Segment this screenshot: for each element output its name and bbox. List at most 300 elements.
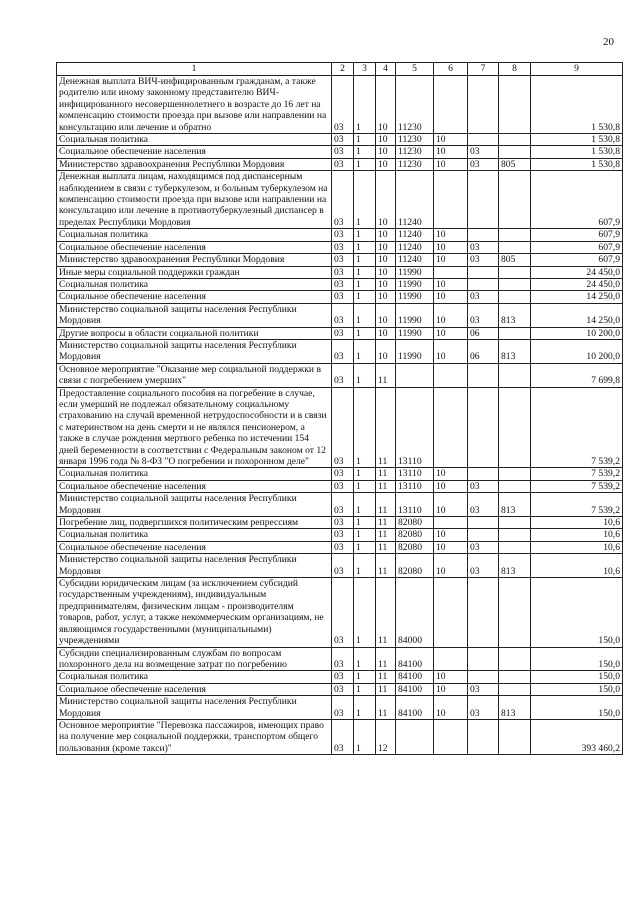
- code-cell: [499, 647, 531, 671]
- code-cell: 03: [332, 229, 354, 241]
- code-cell: 10: [376, 278, 396, 290]
- column-header: 2: [332, 63, 354, 76]
- item-name-cell: Социальное обеспечение населения: [57, 146, 332, 158]
- amount-cell: 10,6: [531, 554, 623, 578]
- code-cell: [499, 76, 531, 134]
- amount-cell: 607,9: [531, 241, 623, 253]
- code-cell: 1: [354, 517, 376, 529]
- code-cell: [468, 517, 499, 529]
- item-name-cell: Основное мероприятие "Оказание мер социальной поддержки в связи с погребением умерших": [57, 363, 332, 387]
- table-row: [57, 683, 623, 695]
- code-cell: 03: [468, 480, 499, 492]
- code-cell: 11990: [396, 339, 434, 363]
- code-cell: 03: [332, 517, 354, 529]
- code-cell: [468, 134, 499, 146]
- code-cell: [499, 529, 531, 541]
- table-row: [57, 254, 623, 266]
- code-cell: 10: [376, 327, 396, 339]
- code-cell: 82080: [396, 554, 434, 578]
- code-cell: 10: [434, 254, 468, 266]
- code-cell: 10: [434, 541, 468, 553]
- amount-cell: 7 539,2: [531, 468, 623, 480]
- code-cell: 1: [354, 696, 376, 720]
- code-cell: 11240: [396, 171, 434, 229]
- code-cell: 1: [354, 134, 376, 146]
- item-name-cell: Денежная выплата лицам, находящимся под диспансерным наблюдением в связи с туберкулезом, и больным туберкулезом на компенсацию стоимости проезда при вызове или направлении на консультацию или лечение в противотуберкулезный диспансер в пределах Республики Мордовия: [57, 171, 332, 229]
- column-header: 3: [354, 63, 376, 76]
- code-cell: 03: [468, 158, 499, 170]
- code-cell: [499, 229, 531, 241]
- code-cell: 11: [376, 493, 396, 517]
- code-cell: [468, 529, 499, 541]
- code-cell: 03: [332, 134, 354, 146]
- code-cell: [499, 683, 531, 695]
- code-cell: [434, 387, 468, 468]
- code-cell: 03: [468, 291, 499, 303]
- table-row: [57, 517, 623, 529]
- code-cell: 03: [468, 146, 499, 158]
- amount-cell: 10,6: [531, 541, 623, 553]
- item-name-cell: Социальное обеспечение населения: [57, 291, 332, 303]
- code-cell: [499, 480, 531, 492]
- code-cell: 11: [376, 554, 396, 578]
- code-cell: 84100: [396, 683, 434, 695]
- code-cell: 11: [376, 683, 396, 695]
- table-row: [57, 291, 623, 303]
- code-cell: [468, 229, 499, 241]
- code-cell: 1: [354, 719, 376, 754]
- table-body: [57, 76, 623, 755]
- amount-cell: 7 539,2: [531, 493, 623, 517]
- column-header: 8: [499, 63, 531, 76]
- code-cell: 10: [376, 254, 396, 266]
- column-header: 6: [434, 63, 468, 76]
- code-cell: 1: [354, 278, 376, 290]
- item-name-cell: Социальная политика: [57, 278, 332, 290]
- amount-cell: 24 450,0: [531, 266, 623, 278]
- code-cell: 1: [354, 363, 376, 387]
- amount-cell: 607,9: [531, 254, 623, 266]
- code-cell: 10: [434, 158, 468, 170]
- code-cell: [468, 363, 499, 387]
- code-cell: [499, 578, 531, 647]
- item-name-cell: Социальная политика: [57, 671, 332, 683]
- code-cell: [468, 278, 499, 290]
- item-name-cell: Предоставление социального пособия на погребение в случае, если умерший не подлежал обязательному социальному страхованию на случай временной нетрудоспособности и в связи с материнством на день смерти и не являлся пенсионером, а также в случае рождения мертвого ребенка по истечении 154 дней беременности в соответствии с Федеральным законом от 12 января 1996 года № 8-ФЗ "О погребении и похоронном деле": [57, 387, 332, 468]
- amount-cell: 150,0: [531, 578, 623, 647]
- table-row: [57, 363, 623, 387]
- code-cell: 10: [376, 229, 396, 241]
- code-cell: 03: [332, 146, 354, 158]
- code-cell: 11: [376, 468, 396, 480]
- code-cell: 03: [332, 529, 354, 541]
- budget-table: [56, 62, 623, 755]
- code-cell: 1: [354, 291, 376, 303]
- amount-cell: 607,9: [531, 171, 623, 229]
- amount-cell: 24 450,0: [531, 278, 623, 290]
- code-cell: [468, 671, 499, 683]
- code-cell: [499, 671, 531, 683]
- code-cell: [468, 171, 499, 229]
- code-cell: [396, 719, 434, 754]
- code-cell: 82080: [396, 541, 434, 553]
- code-cell: 813: [499, 303, 531, 327]
- code-cell: 1: [354, 158, 376, 170]
- code-cell: 11: [376, 517, 396, 529]
- code-cell: 10: [376, 339, 396, 363]
- code-cell: 03: [332, 493, 354, 517]
- code-cell: 10: [434, 303, 468, 327]
- code-cell: 03: [332, 480, 354, 492]
- table-row: [57, 647, 623, 671]
- code-cell: [499, 278, 531, 290]
- item-name-cell: Субсидии специализированным службам по вопросам похоронного дела на возмещение затрат по погребению: [57, 647, 332, 671]
- table-row: [57, 327, 623, 339]
- code-cell: 03: [332, 696, 354, 720]
- item-name-cell: Министерство здравоохранения Республики Мордовия: [57, 158, 332, 170]
- table-row: [57, 541, 623, 553]
- code-cell: 813: [499, 554, 531, 578]
- item-name-cell: Министерство социальной защиты населения Республики Мордовия: [57, 554, 332, 578]
- code-cell: 813: [499, 696, 531, 720]
- code-cell: 11: [376, 671, 396, 683]
- code-cell: 10: [434, 683, 468, 695]
- code-cell: 82080: [396, 517, 434, 529]
- code-cell: [396, 363, 434, 387]
- table-row: [57, 76, 623, 134]
- code-cell: 1: [354, 387, 376, 468]
- amount-cell: 393 460,2: [531, 719, 623, 754]
- code-cell: 1: [354, 578, 376, 647]
- code-cell: [468, 647, 499, 671]
- code-cell: 03: [332, 266, 354, 278]
- column-header: 4: [376, 63, 396, 76]
- table-row: [57, 171, 623, 229]
- code-cell: 1: [354, 254, 376, 266]
- item-name-cell: Социальное обеспечение населения: [57, 241, 332, 253]
- code-cell: [468, 266, 499, 278]
- code-cell: 1: [354, 554, 376, 578]
- table-row: [57, 266, 623, 278]
- item-name-cell: Социальная политика: [57, 134, 332, 146]
- code-cell: 03: [332, 363, 354, 387]
- table-header-row: [57, 63, 623, 76]
- code-cell: 84100: [396, 696, 434, 720]
- code-cell: 10: [376, 241, 396, 253]
- table-row: [57, 339, 623, 363]
- amount-cell: 10 200,0: [531, 327, 623, 339]
- amount-cell: 7 539,2: [531, 387, 623, 468]
- code-cell: 03: [468, 303, 499, 327]
- code-cell: 03: [332, 278, 354, 290]
- code-cell: 03: [332, 541, 354, 553]
- code-cell: [434, 363, 468, 387]
- code-cell: 10: [434, 146, 468, 158]
- code-cell: 10: [434, 134, 468, 146]
- code-cell: 03: [332, 578, 354, 647]
- amount-cell: 1 530,8: [531, 158, 623, 170]
- amount-cell: 7 539,2: [531, 480, 623, 492]
- code-cell: [434, 171, 468, 229]
- code-cell: 1: [354, 647, 376, 671]
- item-name-cell: Социальная политика: [57, 468, 332, 480]
- table-row: [57, 554, 623, 578]
- code-cell: [434, 719, 468, 754]
- table-row: [57, 387, 623, 468]
- table-row: [57, 671, 623, 683]
- code-cell: 03: [332, 671, 354, 683]
- code-cell: 11: [376, 529, 396, 541]
- code-cell: 13110: [396, 468, 434, 480]
- code-cell: 10: [376, 303, 396, 327]
- amount-cell: 7 699,8: [531, 363, 623, 387]
- code-cell: 10: [434, 241, 468, 253]
- amount-cell: 1 530,8: [531, 76, 623, 134]
- code-cell: 06: [468, 327, 499, 339]
- code-cell: 1: [354, 541, 376, 553]
- amount-cell: 14 250,0: [531, 303, 623, 327]
- table-row: [57, 241, 623, 253]
- code-cell: 10: [376, 146, 396, 158]
- code-cell: [434, 76, 468, 134]
- code-cell: 10: [434, 468, 468, 480]
- table-row: [57, 468, 623, 480]
- code-cell: 11: [376, 363, 396, 387]
- code-cell: 11240: [396, 241, 434, 253]
- code-cell: 10: [434, 696, 468, 720]
- code-cell: [434, 266, 468, 278]
- amount-cell: 10,6: [531, 529, 623, 541]
- code-cell: 10: [434, 493, 468, 517]
- code-cell: 1: [354, 683, 376, 695]
- table-row: [57, 303, 623, 327]
- code-cell: 11: [376, 578, 396, 647]
- code-cell: [468, 578, 499, 647]
- code-cell: 10: [376, 171, 396, 229]
- amount-cell: 1 530,8: [531, 134, 623, 146]
- code-cell: [434, 647, 468, 671]
- code-cell: 11: [376, 541, 396, 553]
- code-cell: [499, 241, 531, 253]
- item-name-cell: Министерство социальной защиты населения Республики Мордовия: [57, 339, 332, 363]
- amount-cell: 10,6: [531, 517, 623, 529]
- code-cell: 03: [468, 493, 499, 517]
- code-cell: 1: [354, 480, 376, 492]
- column-header: 5: [396, 63, 434, 76]
- code-cell: 06: [468, 339, 499, 363]
- code-cell: [499, 291, 531, 303]
- item-name-cell: Социальная политика: [57, 529, 332, 541]
- code-cell: 10: [376, 266, 396, 278]
- code-cell: 82080: [396, 529, 434, 541]
- table-row: [57, 146, 623, 158]
- item-name-cell: Погребение лиц, подвергшихся политическим репрессиям: [57, 517, 332, 529]
- code-cell: [434, 578, 468, 647]
- code-cell: 1: [354, 229, 376, 241]
- code-cell: [499, 719, 531, 754]
- item-name-cell: Министерство социальной защиты населения Республики Мордовия: [57, 493, 332, 517]
- code-cell: [468, 468, 499, 480]
- code-cell: 1: [354, 303, 376, 327]
- code-cell: 1: [354, 76, 376, 134]
- code-cell: 10: [434, 229, 468, 241]
- code-cell: 1: [354, 493, 376, 517]
- table-row: [57, 229, 623, 241]
- item-name-cell: Другие вопросы в области социальной политики: [57, 327, 332, 339]
- code-cell: 10: [376, 158, 396, 170]
- code-cell: 03: [468, 254, 499, 266]
- code-cell: 10: [434, 291, 468, 303]
- code-cell: 805: [499, 254, 531, 266]
- code-cell: 1: [354, 339, 376, 363]
- code-cell: 813: [499, 339, 531, 363]
- item-name-cell: Министерство здравоохранения Республики Мордовия: [57, 254, 332, 266]
- code-cell: [499, 363, 531, 387]
- code-cell: 12: [376, 719, 396, 754]
- item-name-cell: Социальная политика: [57, 229, 332, 241]
- code-cell: [499, 146, 531, 158]
- amount-cell: 1 530,8: [531, 146, 623, 158]
- code-cell: 11990: [396, 327, 434, 339]
- code-cell: 813: [499, 493, 531, 517]
- code-cell: 11230: [396, 134, 434, 146]
- code-cell: 1: [354, 241, 376, 253]
- code-cell: 11990: [396, 303, 434, 327]
- table-row: [57, 493, 623, 517]
- code-cell: [499, 327, 531, 339]
- code-cell: 11: [376, 480, 396, 492]
- code-cell: 10: [376, 76, 396, 134]
- code-cell: 11240: [396, 229, 434, 241]
- code-cell: 11: [376, 696, 396, 720]
- code-cell: 10: [434, 339, 468, 363]
- code-cell: 10: [376, 291, 396, 303]
- code-cell: 11230: [396, 76, 434, 134]
- code-cell: 03: [332, 158, 354, 170]
- code-cell: 13110: [396, 387, 434, 468]
- code-cell: 03: [332, 291, 354, 303]
- code-cell: 03: [332, 387, 354, 468]
- code-cell: [499, 468, 531, 480]
- code-cell: 03: [468, 696, 499, 720]
- code-cell: [468, 719, 499, 754]
- code-cell: 11: [376, 387, 396, 468]
- amount-cell: 150,0: [531, 683, 623, 695]
- code-cell: 1: [354, 529, 376, 541]
- item-name-cell: Социальное обеспечение населения: [57, 683, 332, 695]
- table-row: [57, 158, 623, 170]
- code-cell: [499, 134, 531, 146]
- code-cell: 1: [354, 468, 376, 480]
- item-name-cell: Денежная выплата ВИЧ-инфицированным гражданам, а также родителю или иному законному представителю ВИЧ-инфицированного несовершеннолетнего в возрасте до 16 лет на компенсацию стоимости проезда при вызове или направлении на консультацию или лечение и обратно: [57, 76, 332, 134]
- code-cell: [468, 76, 499, 134]
- code-cell: 03: [468, 683, 499, 695]
- code-cell: 03: [332, 303, 354, 327]
- amount-cell: 607,9: [531, 229, 623, 241]
- code-cell: 03: [332, 647, 354, 671]
- code-cell: 13110: [396, 480, 434, 492]
- amount-cell: 150,0: [531, 647, 623, 671]
- column-header: 9: [531, 63, 623, 76]
- code-cell: 11230: [396, 158, 434, 170]
- code-cell: 03: [332, 171, 354, 229]
- code-cell: 03: [332, 339, 354, 363]
- code-cell: 03: [332, 719, 354, 754]
- code-cell: 1: [354, 327, 376, 339]
- code-cell: 03: [332, 468, 354, 480]
- table-row: [57, 719, 623, 754]
- amount-cell: 14 250,0: [531, 291, 623, 303]
- table-row: [57, 578, 623, 647]
- code-cell: 10: [434, 327, 468, 339]
- code-cell: [468, 387, 499, 468]
- code-cell: 03: [332, 254, 354, 266]
- code-cell: [499, 517, 531, 529]
- amount-cell: 150,0: [531, 671, 623, 683]
- code-cell: 10: [434, 278, 468, 290]
- code-cell: 1: [354, 266, 376, 278]
- column-header: 7: [468, 63, 499, 76]
- code-cell: 11990: [396, 266, 434, 278]
- code-cell: 10: [434, 480, 468, 492]
- code-cell: 11990: [396, 291, 434, 303]
- code-cell: 11230: [396, 146, 434, 158]
- code-cell: 805: [499, 158, 531, 170]
- code-cell: 03: [332, 241, 354, 253]
- item-name-cell: Основное мероприятие "Перевозка пассажиров, имеющих право на получение мер социальной поддержки, транспортом общего пользования (кроме такси)": [57, 719, 332, 754]
- code-cell: 84100: [396, 671, 434, 683]
- code-cell: 11990: [396, 278, 434, 290]
- code-cell: 10: [434, 529, 468, 541]
- code-cell: [499, 171, 531, 229]
- code-cell: 10: [434, 671, 468, 683]
- item-name-cell: Иные меры социальной поддержки граждан: [57, 266, 332, 278]
- code-cell: 03: [468, 541, 499, 553]
- code-cell: 11: [376, 647, 396, 671]
- code-cell: 03: [468, 554, 499, 578]
- code-cell: 03: [468, 241, 499, 253]
- code-cell: 03: [332, 554, 354, 578]
- item-name-cell: Министерство социальной защиты населения Республики Мордовия: [57, 303, 332, 327]
- code-cell: 11240: [396, 254, 434, 266]
- item-name-cell: Субсидии юридическим лицам (за исключением субсидий государственным учреждениям), индивидуальным предпринимателям, физическим лицам - производителям товаров, работ, услуг, а также некоммерческим организациям, не являющимся государственными (муниципальными) учреждениями: [57, 578, 332, 647]
- item-name-cell: Социальное обеспечение населения: [57, 480, 332, 492]
- amount-cell: 150,0: [531, 696, 623, 720]
- column-header: 1: [57, 63, 332, 76]
- table-row: [57, 134, 623, 146]
- code-cell: 84100: [396, 647, 434, 671]
- code-cell: 1: [354, 146, 376, 158]
- code-cell: [434, 517, 468, 529]
- code-cell: 13110: [396, 493, 434, 517]
- amount-cell: 10 200,0: [531, 339, 623, 363]
- table-row: [57, 480, 623, 492]
- code-cell: 03: [332, 76, 354, 134]
- code-cell: 10: [376, 134, 396, 146]
- code-cell: 10: [434, 554, 468, 578]
- code-cell: [499, 266, 531, 278]
- table-row: [57, 529, 623, 541]
- code-cell: [499, 387, 531, 468]
- code-cell: 1: [354, 671, 376, 683]
- code-cell: 03: [332, 327, 354, 339]
- code-cell: 03: [332, 683, 354, 695]
- item-name-cell: Социальное обеспечение населения: [57, 541, 332, 553]
- item-name-cell: Министерство социальной защиты населения Республики Мордовия: [57, 696, 332, 720]
- code-cell: [499, 541, 531, 553]
- code-cell: 1: [354, 171, 376, 229]
- code-cell: 84000: [396, 578, 434, 647]
